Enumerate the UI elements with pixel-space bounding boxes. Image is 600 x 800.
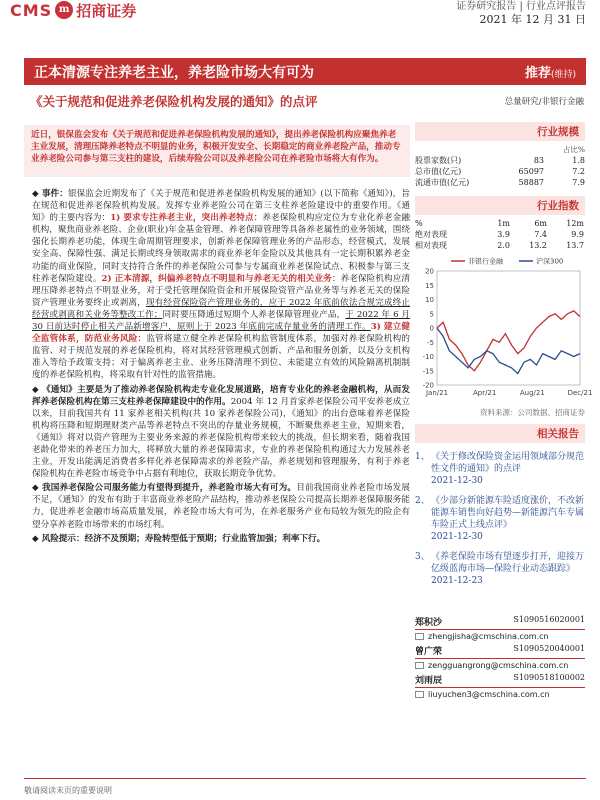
outlook-text: 目前我国商业养老险市场发展不足，《通知》的发布有助于丰富商业养老险产品结构，推动养老保险公司提高长期养老保障服务能力，促进养老金融市场高质量发展，养老险市场大有可为，在养老服务产业布局较为领先的险企有望分享养老险市场带来的市场红利。 [32,483,410,530]
logo-en: CMS [10,0,53,20]
index-row [415,240,585,251]
point-3-title: 3) 建立健全监管体系，防范业务风险： [32,322,410,345]
index-label: 相对表现 [415,241,447,250]
rating-value: 推荐 [524,66,551,81]
index-title: 行业指数 [415,196,585,215]
scale-row [415,177,585,188]
logo [10,0,136,20]
series-line-0 [437,311,580,371]
analyst-email[interactable]: liuyuchen3@cmschina.com.cn [428,690,550,699]
purpose-lead: 《通知》主要是为了推动养老保险机构走专业化发展道路，培育专业化的养老金融机构，从而发挥养老保险机构在第三支柱养老保障建设中的作用。 [32,384,410,407]
chart-source: 资料来源：公司数据、招商证券 [480,408,585,417]
report-title-link: 《少部分新能源车险适度涨价，不改新能源车销售向好趋势—新能源汽车专属车险正式上线点评》 [431,496,585,530]
point-2-text-b: 同时要压降通过短期个人养老保障管理业产品， [162,309,346,320]
title-banner [24,58,586,85]
x-tick-label: Apr/21 [472,389,497,397]
abstract-box: 近日，银保监会发布《关于规范和促进养老保险机构发展的通知》，提出养老保险机构应聚焦养老主业发展，清理压降养老特点不明显的业务，积极开发安全、长期稳定的商业养老险产品，推动专业养老险公司参与第三支柱的建设，后续寿险公司以及养老险公司在养老险市场将大有作为。 [24,125,410,177]
rating [525,62,576,81]
paragraph-event [32,188,410,382]
analyst-name: 刘雨辰 [415,676,443,686]
risk-text: 经济不及预期；寿险转型低于预期；行业监管加强；利率下行。 [84,533,326,544]
legend-label: 沪深300 [536,257,564,266]
report-date-item: 2021-12-30 [431,476,483,486]
footer-divider [24,778,586,779]
report-type: 证券研究报告 | 行业点评报告 [456,1,586,12]
analyst-name: 郑积沙 [415,618,443,628]
index-col: 6m [534,219,547,228]
index-cell: 7.4 [534,230,547,239]
event-text: 银保监会近期发布了《关于规范和促进养老保险机构发展的通知》(以下简称《通知》)，旨在规范和促进养老保险机构发展。发挥专业养老险公司在第三支柱养老险建设中的重要作用。《通知》的主要内容为： [32,189,410,224]
index-cell: 9.9 [571,230,584,239]
report-date-item: 2021-12-30 [431,532,483,542]
report-num: 1、 [415,452,430,462]
point-2-deadline-2: 于 2022 年 6 月 30 日前达时停止相关产品新增客户，原则上于 2023 年底前完成存量业务的清理工作。 [32,309,410,333]
rating-sub: (维持) [550,70,576,80]
y-tick-label: -20 [422,381,434,390]
analyst-id: S1090516020001 [513,615,585,624]
scale-share: 7.9 [572,178,585,187]
point-2-text: 养老保险机构应清理压降养老特点不明显业务，对于受托管理保险资金和开展保险资管产品业务等与养老无关的保险资产管理业务要终止或剥离， [32,273,410,308]
paragraph-risk [32,533,410,545]
point-3-text: 监管将建立健全养老保险机构监管制度体系，加强对养老保险机构的监管、对于规范发展的养老保险机构，将对其经营管理模式创新、产品和服务创新，以及分支机构准入等给予政策支持；对于偏离养老主业、业务压降清理不到位、未能建立有效的风险隔离机制制度的养老保险机构，将采取有针对性的监管措施。 [32,334,410,381]
analyst-list [415,615,585,702]
related-report[interactable] [415,451,585,487]
report-title: 正本清源专注养老主业，养老险市场大有可为 [34,64,314,81]
related-report[interactable] [415,495,585,543]
index-cell: 3.9 [497,230,510,239]
scale-label: 总市值(亿元) [415,167,462,176]
index-label: 绝对表现 [415,230,447,239]
analyst [415,673,585,699]
y-tick-label: -5 [427,338,434,347]
outlook-lead: 我国养老保险公司服务能力有望得到提升，养老险市场大有可为。 [41,483,297,494]
logo-badge-icon: m [55,1,73,19]
footer-note: 敬请阅读末页的重要说明 [24,786,112,795]
scale-share: 1.8 [572,156,585,165]
scale-title: 行业规模 [415,122,585,141]
y-tick-label: -15 [422,367,434,376]
analyst-email[interactable]: zengguangrong@cmschina.com.cn [428,661,569,670]
mail-icon [415,691,424,698]
scale-label: 股票家数(只) [415,156,462,165]
mail-icon [415,662,424,669]
sidebar [415,118,593,587]
y-tick-label: 5 [429,310,434,319]
paragraph-outlook [32,482,410,530]
index-header [415,218,585,229]
index-col: 1m [497,219,510,228]
purpose-text: 2004 年 12 月首家养老保险公司平安养老成立以来，目前我国共有 11 家养老相关机构(共 10 家养老保险公司)，《通知》的出台意味着养老保险机构将压降和短期理财类产品等养老特点不突出的存量业务规模，不断聚焦养老主业，短期来看，《通知》将对以资产管理为主要业务来源的养老保险机构带来较大的挑战，但长期来看，随着我国老龄化带来的养老压力加大，将释放大量的养老保障需求，专业的养老保险机构通过大力发展养老主业，开发出能满足消费者多样化养老保障需求的养老险产品，养老规划和管理服务，有利于养老保险机构在养老险市场竞争中占据有利地位，获取长期竞争优势。 [32,396,410,480]
scale-label: 流通市值(亿元) [415,178,470,187]
paragraph-purpose [32,384,410,481]
analyst-email[interactable]: zhengjisha@cmschina.com.cn [428,632,549,641]
point-2-title: 2) 正本清源，纠偏养老特点不明显和与养老无关的相关业务： [101,273,341,284]
index-col: 12m [566,219,584,228]
bullet-icon: ◆ [32,384,42,395]
mail-icon [415,633,424,640]
index-cell: 2.0 [497,241,510,250]
scale-value: 83 [533,156,544,165]
main-body [32,188,410,547]
related-report[interactable] [415,551,585,587]
y-tick-label: 20 [425,267,434,276]
index-cell: 13.2 [529,241,547,250]
index-chart [415,253,593,403]
header-meta [456,0,586,26]
bullet-icon: ◆ [32,483,42,494]
index-header-label: % [415,219,423,228]
bullet-icon: ◆ [32,189,42,199]
scale-row [415,166,585,177]
report-title-link: 《养老保险市场有望逐步打开，迎接万亿级蓝海市场—保险行业动态跟踪》 [431,552,585,574]
report-date: 2021 年 12 月 31 日 [479,13,586,26]
event-lead: 事件： [41,189,68,199]
scale-share: 7.2 [572,167,585,176]
team-label: 总量研究/非银行金融 [504,97,584,107]
logo-cn: 招商证券 [76,1,137,20]
risk-lead: 风险提示： [41,533,85,544]
scale-row [415,155,585,166]
point-1-title: 1) 要求专注养老主业，突出养老特点： [110,213,263,224]
y-tick-label: -10 [422,353,434,361]
x-tick-label: Aug/21 [519,389,545,397]
bullet-icon: ◆ [32,533,42,544]
analyst-name: 曾广荣 [415,647,443,657]
x-tick-label: Dec/21 [567,389,593,397]
analyst-id: S1090520040001 [513,644,585,653]
report-num: 3、 [415,552,430,562]
report-title-link: 《关于修改保险资金运用领域部分规范性文件的通知》的点评 [431,452,585,474]
report-date-item: 2021-12-23 [431,576,483,586]
report-subtitle: 《关于规范和促进养老保险机构发展的通知》的点评 [30,94,318,109]
series-line-1 [437,328,580,374]
report-num: 2、 [415,496,430,506]
scale-value: 58887 [518,178,544,187]
chart-frame [437,271,580,385]
y-tick-label: 10 [425,296,434,304]
scale-value: 65097 [518,167,544,176]
scale-unit: 占比% [562,145,585,154]
y-tick-label: 15 [425,281,434,290]
related-title: 相关报告 [415,424,585,443]
analyst [415,615,585,641]
analyst [415,644,585,670]
analyst-id: S1090518100002 [513,673,585,682]
point-1-text: 养老保险机构应定位为专业化养老金融机构，聚焦商业养老险、企业(职业)年金基金管理、养老保障管理等具备养老属性的业务领域，围绕强化长期养老功能，体现生命周期管理要求，创新养老保障管理业务的产品形态，经营模式，发展安全高、保障性强、满足长期或终身领取需求的商业养老年金险以及其他具有一定长期积累养老金功能的商业保险，同时支持符合条件的养老保险公司参与专属商业养老保险试点、积极参与第三支柱养老保险建设。 [32,213,410,284]
legend-label: 非银行金融 [468,257,503,266]
x-tick-label: Jan/21 [425,389,449,397]
index-cell: 13.7 [566,241,584,250]
point-2-deadline-1: 现有经营保险资产管理业务的，应于 2022 年底前依法合规完成终止经营或剥离和关业务等整改工作； [32,297,410,320]
y-tick-label: 0 [429,324,434,333]
index-row [415,229,585,240]
